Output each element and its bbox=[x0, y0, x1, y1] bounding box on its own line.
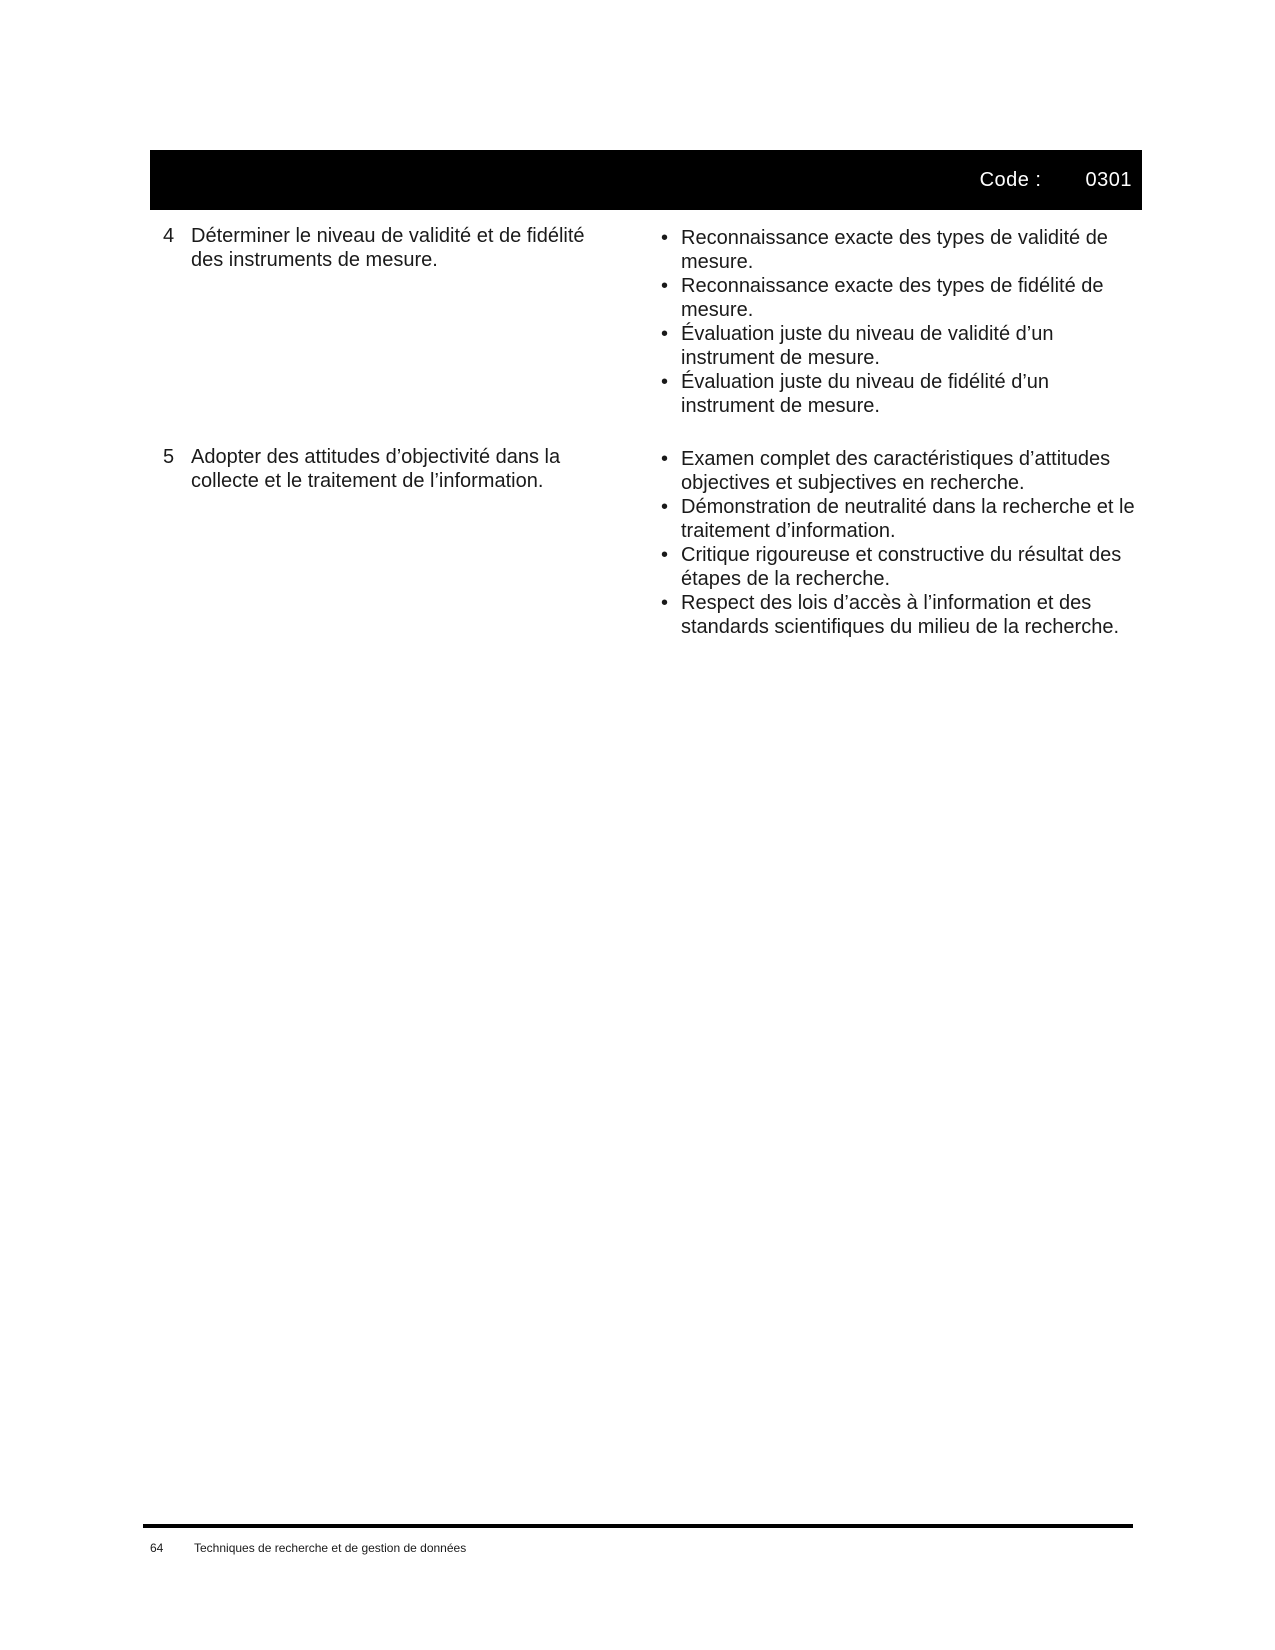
code-value: 0301 bbox=[1085, 169, 1132, 191]
criterion-text: Respect des lois d’accès à l’information et des standards scientifiques du milieu de la recherche. bbox=[681, 592, 1120, 638]
element-text: Déterminer le niveau de validité et de fidélité des instruments de mesure. bbox=[191, 225, 585, 271]
element-of-competency bbox=[150, 445, 610, 493]
criterion-item bbox=[655, 495, 1135, 543]
bullet-icon: • bbox=[661, 496, 669, 518]
bullet-icon: • bbox=[661, 275, 669, 297]
criterion-item bbox=[655, 226, 1135, 274]
criterion-item bbox=[655, 274, 1135, 322]
criterion-item bbox=[655, 447, 1135, 495]
page-footer bbox=[150, 1541, 466, 1555]
criterion-item bbox=[655, 370, 1135, 418]
criterion-text: Reconnaissance exacte des types de validité de mesure. bbox=[681, 227, 1108, 273]
header-bar bbox=[150, 150, 1142, 210]
performance-criteria-list bbox=[655, 447, 1135, 639]
element-number: 5 bbox=[163, 446, 175, 468]
footer-rule bbox=[143, 1524, 1133, 1528]
criterion-text: Démonstration de neutralité dans la recherche et le traitement d’information. bbox=[681, 496, 1135, 542]
criterion-text: Reconnaissance exacte des types de fidélité de mesure. bbox=[681, 275, 1104, 321]
bullet-icon: • bbox=[661, 544, 669, 566]
page-number: 64 bbox=[150, 1541, 164, 1555]
criterion-item bbox=[655, 322, 1135, 370]
criterion-text: Critique rigoureuse et constructive du résultat des étapes de la recherche. bbox=[681, 544, 1122, 590]
code-label: Code : bbox=[979, 169, 1042, 191]
bullet-icon: • bbox=[661, 323, 669, 345]
element-number: 4 bbox=[163, 225, 175, 247]
bullet-icon: • bbox=[661, 227, 669, 249]
bullet-icon: • bbox=[661, 592, 669, 614]
criterion-text: Évaluation juste du niveau de validité d’un instrument de mesure. bbox=[681, 323, 1054, 369]
bullet-icon: • bbox=[661, 371, 669, 393]
program-code bbox=[980, 169, 1132, 192]
element-text: Adopter des attitudes d’objectivité dans la collecte et le traitement de l’information. bbox=[191, 446, 561, 492]
criterion-item bbox=[655, 591, 1135, 639]
criterion-item bbox=[655, 543, 1135, 591]
performance-criteria-list bbox=[655, 226, 1135, 418]
element-of-competency bbox=[150, 224, 610, 272]
document-title: Techniques de recherche et de gestion de données bbox=[194, 1541, 467, 1555]
criterion-text: Examen complet des caractéristiques d’attitudes objectives et subjectives en recherche. bbox=[681, 448, 1111, 494]
criterion-text: Évaluation juste du niveau de fidélité d’un instrument de mesure. bbox=[681, 371, 1050, 417]
bullet-icon: • bbox=[661, 448, 669, 470]
